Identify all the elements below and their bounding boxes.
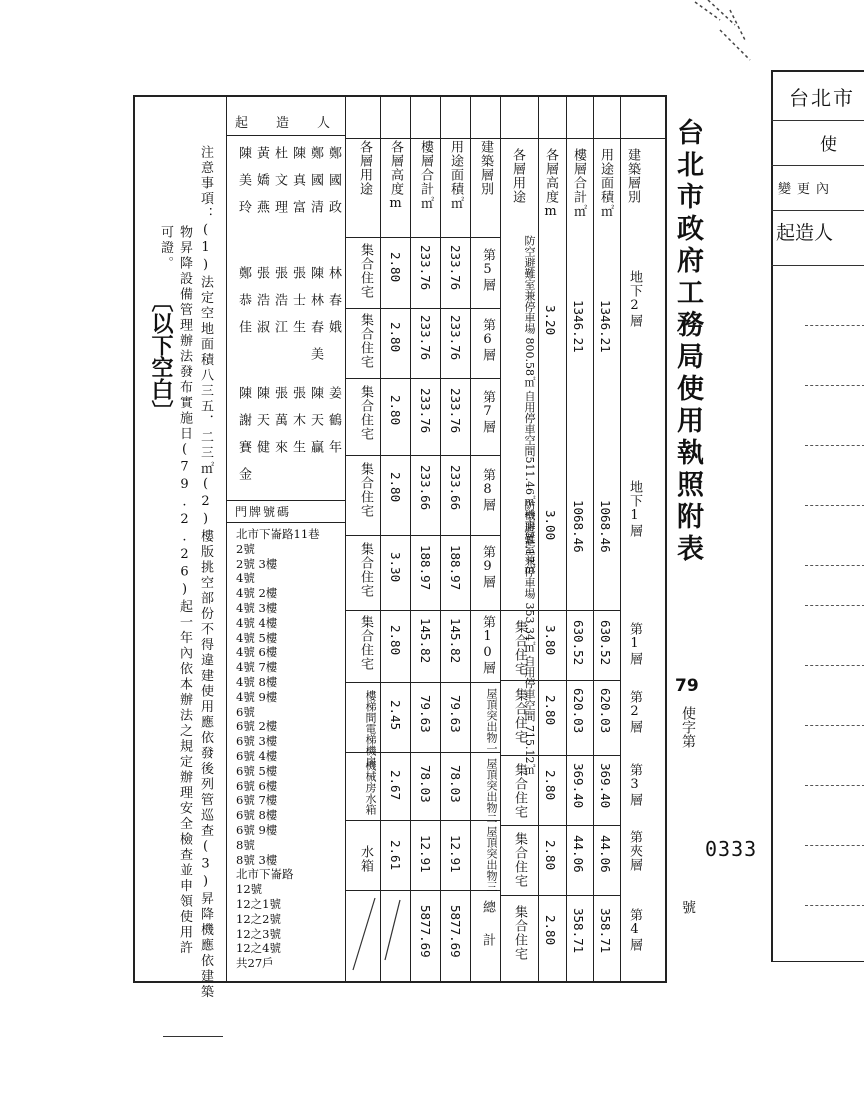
address-line: 4號 2樓 [236,586,278,601]
applicant-name: 張木生 [290,386,305,467]
applicant-name: 陳美玲 [236,146,251,227]
lower-floor-9: 總計 [480,900,495,966]
lower-area-9: 5877.69 [448,905,463,958]
lower-sum-5: 145.82 [418,618,433,664]
address-line: 北市下崙路 [236,867,294,882]
applicant-name: 鄭國政 [326,146,341,227]
address-line: 共27戶 [236,956,274,971]
upper-use-4: 集合住宅 [512,763,527,819]
lower-height-0: 2.80 [388,252,403,283]
side-form-line2: 變更內 [778,182,836,197]
lower-sum-6: 79.63 [418,695,433,733]
permit-year: 79 [675,676,699,696]
upper-area-3: 620.03 [598,688,613,734]
lower-height-1: 2.80 [388,322,403,353]
lower-use-3: 集合住宅 [358,462,373,518]
address-line: 6號 5樓 [236,763,278,778]
lower-area-1: 233.76 [448,315,463,361]
address-line: 6號 7樓 [236,793,278,808]
permit-suffix: 號 [680,900,696,914]
lower-sum-1: 233.76 [418,315,433,361]
lower-use-8: 水箱 [358,845,373,873]
lower-floor-3: 第8層 [480,468,495,512]
lower-area-0: 233.76 [448,245,463,291]
row-label-area-upper: 用途面積㎡ [598,148,613,218]
address-line: 6號 3樓 [236,734,278,749]
lower-area-7: 78.03 [448,765,463,803]
upper-use-2: 集合住宅 [512,620,527,676]
address-line: 12之4號 [236,941,281,956]
bottom-rule [163,1036,223,1037]
address-line: 6號 2樓 [236,719,278,734]
upper-sum-4: 369.40 [571,763,586,809]
applicant-name: 陳林春美 [308,266,323,374]
address-line: 4號 5樓 [236,630,278,645]
row-label-sum-lower: 樓層合計㎡ [418,140,433,210]
corner-stamp-mark [690,0,760,74]
document-title: 台北市政府工務局使用執照附表 [672,118,703,566]
upper-sum-6: 358.71 [571,908,586,954]
lower-floor-4: 第9層 [480,545,495,589]
row-label-floor-upper: 建築層別 [625,148,640,204]
applicant-name: 陳天贏 [308,386,323,467]
upper-height-1: 3.00 [543,510,558,541]
permit-number: 0333 [705,837,758,861]
lower-height-5: 2.80 [388,625,403,656]
applicant-name: 張萬來 [272,386,287,467]
address-line: 6號 [236,704,255,719]
upper-sum-1: 1068.46 [571,500,586,553]
row-label-height-upper: 各層高度m [543,148,558,220]
side-form-line1: 使 [820,135,837,155]
upper-use-5: 集合住宅 [512,832,527,888]
applicant-name: 黃嬌燕 [254,146,269,227]
upper-sum-2: 630.52 [571,620,586,666]
lower-sum-0: 233.76 [418,245,433,291]
address-line: 4號 6樓 [236,645,278,660]
upper-height-4: 2.80 [543,770,558,801]
address-line: 2號 [236,541,255,556]
upper-floor-3: 第2層 [627,690,642,734]
applicant-name: 張士生 [290,266,305,347]
lower-sum-8: 12.91 [418,835,433,873]
lower-sum-7: 78.03 [418,765,433,803]
applicants-list [228,140,344,500]
lower-floor-5: 第10層 [480,615,495,675]
lower-height-7: 2.67 [388,770,403,801]
lower-floor-1: 第6層 [480,318,495,362]
upper-area-5: 44.06 [598,835,613,873]
lower-sum-9: 5877.69 [418,905,433,958]
applicant-name: 杜文理 [272,146,287,227]
row-label-height-lower: 各層高度m [388,140,403,212]
upper-sum-5: 44.06 [571,835,586,873]
address-line: 8號 [236,837,255,852]
applicants-header: 起造人 [235,116,359,131]
lower-floor-7: 屋頂突出物二 [485,758,498,824]
lower-use-4: 集合住宅 [358,542,373,598]
lower-height-3: 2.80 [388,472,403,503]
side-form-line3: 起造人 [776,222,834,244]
blank-note: 〔以下空白〕 [148,290,174,422]
address-line: 北市下崙路11巷 [236,527,320,541]
upper-use-6: 集合住宅 [512,905,527,961]
upper-height-0: 3.20 [543,305,558,336]
lower-use-7: 機械房水箱 [364,760,377,815]
upper-floor-6: 第4層 [627,908,642,952]
address-line: 4號 4樓 [236,615,278,630]
lower-sum-4: 188.97 [418,545,433,591]
row-label-use-lower: 各層用途 [357,140,372,196]
lower-sum-2: 233.76 [418,388,433,434]
address-line: 4號 9樓 [236,689,278,704]
address-line: 12之2號 [236,911,281,926]
applicant-name: 姜鶴年 [326,386,341,467]
applicant-name: 鄭國清 [308,146,323,227]
side-form-title: 台北市 [789,86,855,110]
row-label-floor-lower: 建築層別 [478,140,493,196]
upper-area-6: 358.71 [598,908,613,954]
address-header: 門牌號碼 [235,505,292,519]
upper-floor-0: 地下2層 [627,270,642,328]
side-form-frame [771,70,864,962]
address-line: 6號 9樓 [236,823,278,837]
upper-use-0: 防空避難室兼停車場 800.58㎡ 自用停車空間511.46㎡ 機房34.17㎡ [523,235,536,574]
address-line: 4號 7樓 [236,660,278,675]
lower-area-5: 145.82 [448,618,463,664]
notes-line3: 可證。 [158,225,173,272]
lower-use-1: 集合住宅 [358,313,373,369]
upper-use-3: 集合住宅 [512,688,527,744]
upper-height-2: 3.80 [543,625,558,656]
row-label-sum-upper: 樓層合計㎡ [571,148,586,218]
applicant-name: 陳謝賽金 [236,386,251,494]
address-line: 6號 6樓 [236,778,278,793]
upper-floor-2: 第1層 [627,622,642,666]
upper-use-1: 防空避難室兼停車場 353.34㎡ 自用停車空間 715.12㎡ [523,500,536,775]
upper-sum-0: 1346.21 [571,300,586,353]
upper-area-2: 630.52 [598,620,613,666]
lower-floor-6: 屋頂突出物一 [485,688,498,754]
upper-height-3: 2.80 [543,695,558,726]
address-line: 4號 8樓 [236,675,278,689]
lower-height-8: 2.61 [388,840,403,871]
upper-height-6: 2.80 [543,915,558,946]
row-label-area-lower: 用途面積㎡ [448,140,463,210]
lower-area-8: 12.91 [448,835,463,873]
address-line: 12號 [236,882,263,897]
upper-area-0: 1346.21 [598,300,613,353]
upper-floor-1: 地下1層 [627,480,642,538]
lower-area-3: 233.66 [448,465,463,511]
upper-area-4: 369.40 [598,763,613,809]
address-line: 6號 4樓 [236,749,278,763]
upper-area-1: 1068.46 [598,500,613,553]
lower-area-2: 233.76 [448,388,463,434]
lower-use-2: 集合住宅 [358,385,373,441]
applicant-name: 陳真富 [290,146,305,227]
address-line: 12之1號 [236,897,281,911]
lower-height-2: 2.80 [388,395,403,426]
upper-sum-3: 620.03 [571,688,586,734]
lower-floor-0: 第5層 [480,248,495,292]
applicant-name: 鄭恭佳 [236,266,251,347]
address-line: 4號 [236,571,255,586]
lower-use-5: 集合住宅 [358,615,373,671]
lower-height-4: 3.30 [388,552,403,583]
upper-height-5: 2.80 [543,840,558,871]
row-label-use-upper: 各層用途 [510,148,525,204]
notes-line1: 注意事項：(1)法定空地面積八三五．二三㎡(2)樓版挑空部份不得違建使用應依發後列管巡查(3)昇降機應依建築 [198,145,213,1000]
applicant-name: 張浩淑 [254,266,269,347]
lower-use-0: 集合住宅 [358,243,373,299]
lower-area-4: 188.97 [448,545,463,591]
lower-height-6: 2.45 [388,700,403,731]
applicant-name: 林春娥 [326,266,341,347]
lower-area-6: 79.63 [448,695,463,733]
address-line: 2號 3樓 [236,556,278,571]
lower-floor-2: 第7層 [480,390,495,434]
lower-use-6: 樓梯間電梯機房 [364,690,377,767]
upper-floor-5: 第夾層 [627,830,642,872]
address-line: 12之3號 [236,926,281,941]
applicant-name: 張浩江 [272,266,287,347]
notes-line2: 物昇降設備管理辦法發布實施日(79.2.26)起一年內依本辦法之規定辦理安全檢查並申領使用許 [177,225,192,956]
permit-char: 使字第 [680,706,696,748]
address-line: 6號 8樓 [236,808,278,823]
lower-sum-3: 233.66 [418,465,433,511]
address-list [228,525,344,980]
address-line: 8號 3樓 [236,852,278,867]
applicant-name: 陳天健 [254,386,269,467]
address-line: 4號 3樓 [236,601,278,615]
upper-floor-4: 第3層 [627,763,642,807]
lower-floor-8: 屋頂突出物三 [485,826,498,892]
